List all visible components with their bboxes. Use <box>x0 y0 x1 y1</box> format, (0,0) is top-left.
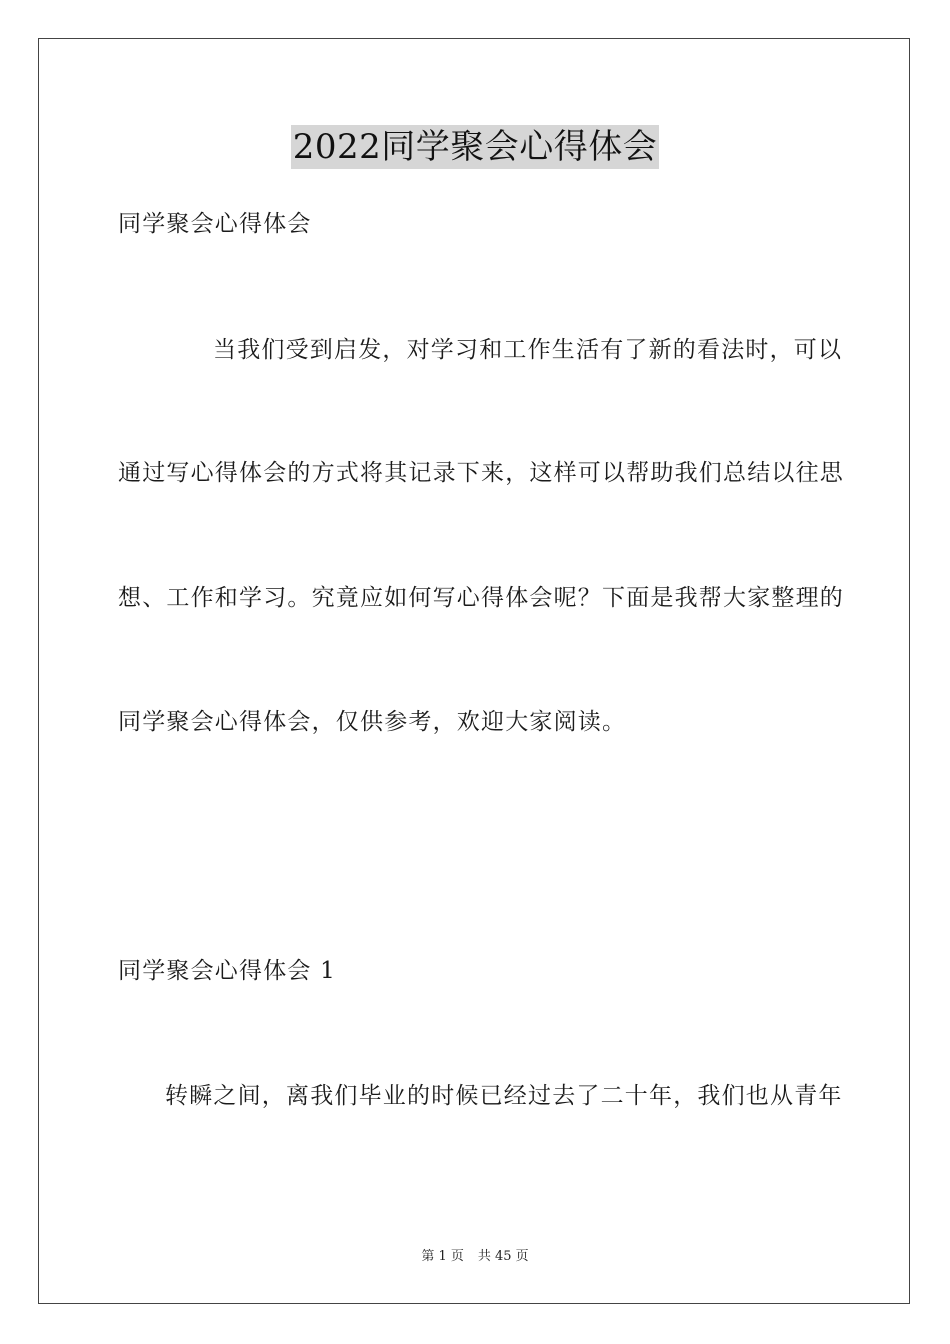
intro-line-2: 通过写心得体会的方式将其记录下来，这样可以帮助我们总结以往思 <box>118 460 844 486</box>
page-total: 共 45 页 <box>477 1249 529 1264</box>
section-line-1: 转瞬之间，离我们毕业的时候已经过去了二十年，我们也从青年 <box>165 1083 843 1109</box>
section-heading: 同学聚会心得体会 1 <box>118 958 336 984</box>
intro-line-1: 当我们受到启发，对学习和工作生活有了新的看法时，可以 <box>213 337 843 363</box>
page-number: 第 1 页 <box>421 1249 464 1264</box>
intro-line-3: 想、工作和学习。究竟应如何写心得体会呢？下面是我帮大家整理的 <box>118 585 844 611</box>
document-subtitle: 同学聚会心得体会 <box>118 211 312 237</box>
title-container <box>0 125 950 169</box>
page-footer <box>0 1248 950 1266</box>
document-title: 2022同学聚会心得体会 <box>292 127 658 167</box>
intro-line-4: 同学聚会心得体会，仅供参考，欢迎大家阅读。 <box>118 709 627 735</box>
